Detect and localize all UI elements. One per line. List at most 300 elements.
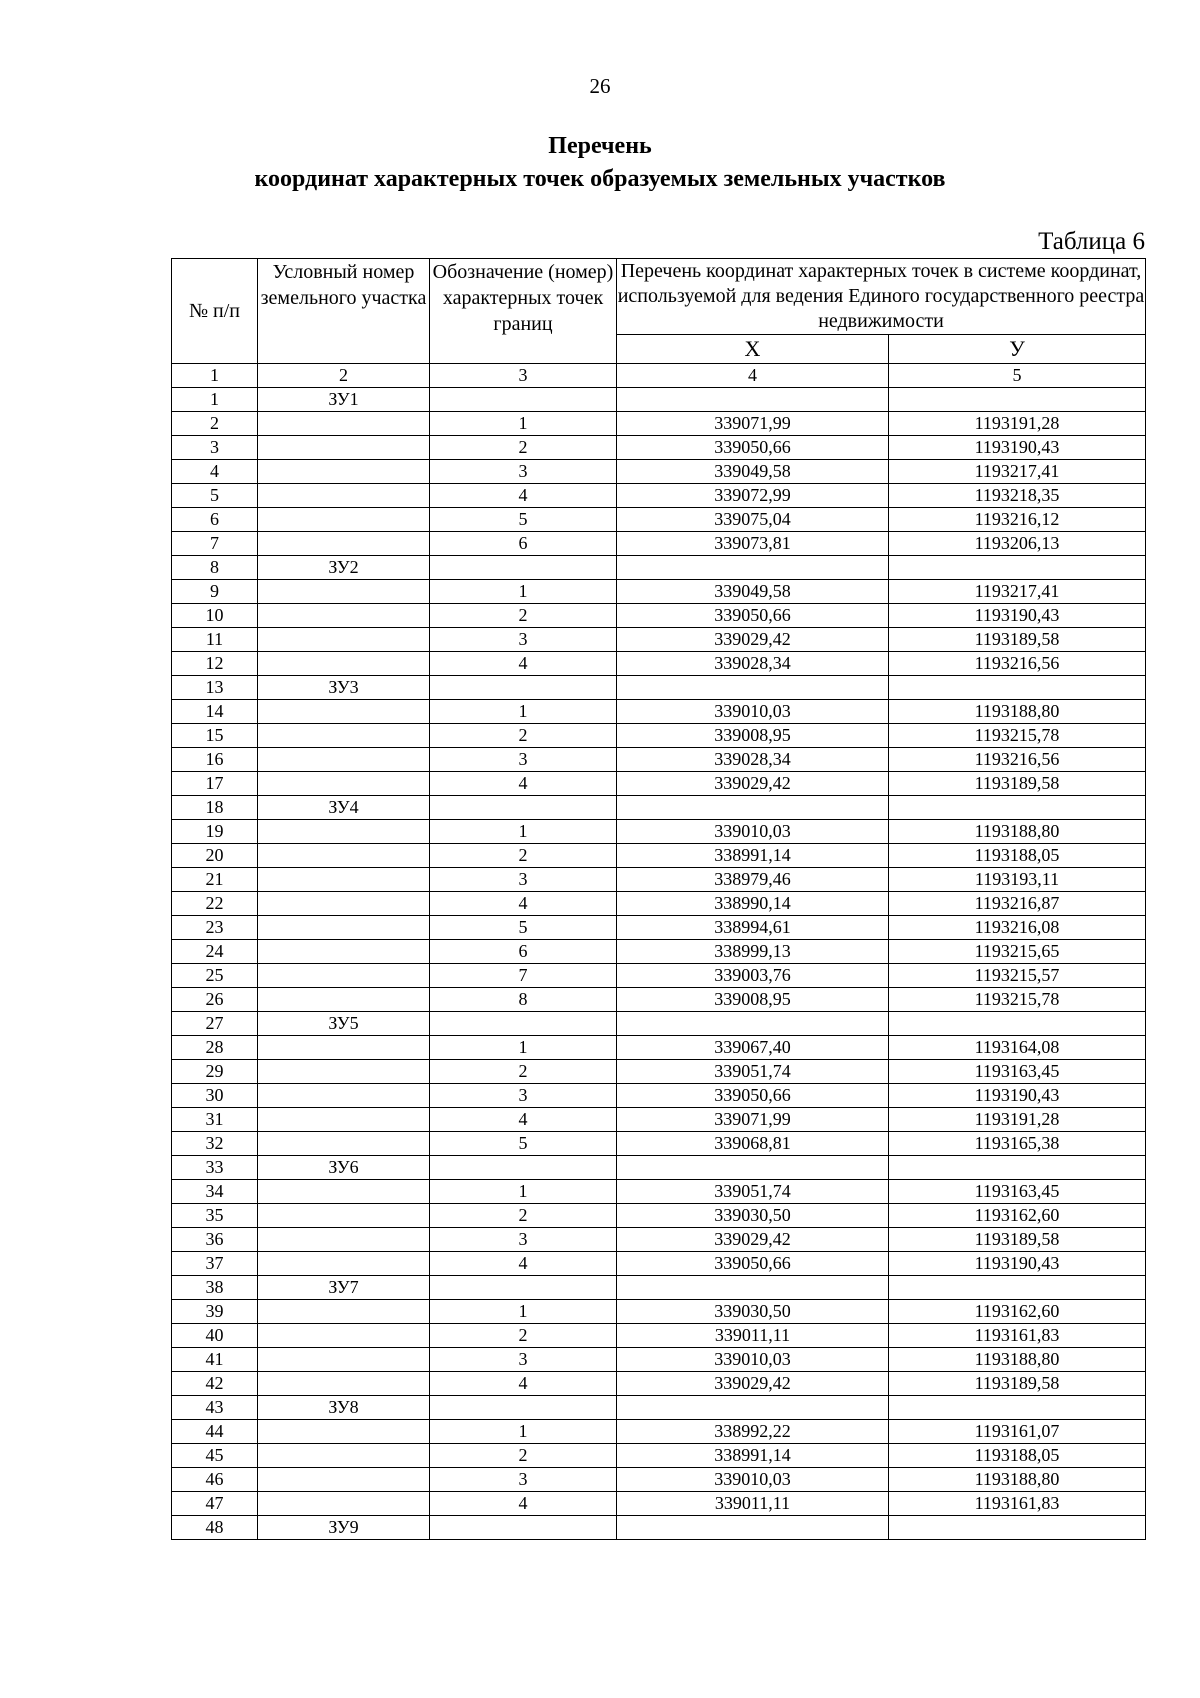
cell-plot-number: ЗУ6 <box>258 1156 430 1180</box>
cell-plot-number <box>258 1228 430 1252</box>
cell-point-designation <box>430 1396 617 1420</box>
cell-x: 338999,13 <box>617 940 889 964</box>
cell-num: 17 <box>172 772 258 796</box>
table-row <box>172 1396 1146 1420</box>
table-row <box>172 1420 1146 1444</box>
cell-plot-number <box>258 652 430 676</box>
cell-y: 1193216,87 <box>889 892 1146 916</box>
cell-x <box>617 1516 889 1540</box>
page-number: 26 <box>589 74 611 98</box>
cell-x: 339011,11 <box>617 1324 889 1348</box>
table-row <box>172 532 1146 556</box>
cell-num: 31 <box>172 1108 258 1132</box>
cell-y: 1193216,56 <box>889 652 1146 676</box>
column-number: 4 <box>617 364 889 388</box>
cell-y: 1193188,80 <box>889 1468 1146 1492</box>
cell-point-designation <box>430 388 617 412</box>
title-line-1: Перечень <box>548 133 652 159</box>
cell-x: 339071,99 <box>617 1108 889 1132</box>
cell-num: 37 <box>172 1252 258 1276</box>
cell-plot-number <box>258 868 430 892</box>
cell-point-designation: 1 <box>430 820 617 844</box>
header-point-designation: Обозначение (номер) характерных точек границ <box>430 259 617 364</box>
cell-x: 339030,50 <box>617 1300 889 1324</box>
cell-point-designation: 4 <box>430 1372 617 1396</box>
cell-num: 10 <box>172 604 258 628</box>
cell-point-designation <box>430 676 617 700</box>
cell-y: 1193189,58 <box>889 628 1146 652</box>
table-row <box>172 1516 1146 1540</box>
cell-point-designation: 3 <box>430 1084 617 1108</box>
table-row <box>172 1492 1146 1516</box>
cell-y: 1193215,57 <box>889 964 1146 988</box>
cell-plot-number <box>258 1348 430 1372</box>
header-coords-list: Перечень координат характерных точек в системе координат, используемой для ведения Единого государственного реестра недвижимости <box>617 259 1146 335</box>
cell-x: 338979,46 <box>617 868 889 892</box>
cell-plot-number <box>258 940 430 964</box>
cell-y: 1193191,28 <box>889 412 1146 436</box>
cell-x: 339011,11 <box>617 1492 889 1516</box>
cell-num: 42 <box>172 1372 258 1396</box>
cell-num: 33 <box>172 1156 258 1180</box>
header-row-1 <box>172 259 1146 335</box>
cell-y: 1193189,58 <box>889 772 1146 796</box>
table-row <box>172 940 1146 964</box>
cell-num: 38 <box>172 1276 258 1300</box>
cell-num: 25 <box>172 964 258 988</box>
cell-x: 339029,42 <box>617 1372 889 1396</box>
table-body <box>172 364 1146 1540</box>
cell-y: 1193215,78 <box>889 988 1146 1012</box>
table-row <box>172 844 1146 868</box>
cell-y: 1193193,11 <box>889 868 1146 892</box>
cell-point-designation <box>430 1012 617 1036</box>
cell-x: 338992,22 <box>617 1420 889 1444</box>
cell-num: 14 <box>172 700 258 724</box>
cell-point-designation: 1 <box>430 1036 617 1060</box>
table-row <box>172 388 1146 412</box>
cell-plot-number <box>258 964 430 988</box>
cell-x <box>617 796 889 820</box>
cell-plot-number <box>258 844 430 868</box>
table-row <box>172 964 1146 988</box>
table-row <box>172 1036 1146 1060</box>
cell-plot-number <box>258 436 430 460</box>
cell-x: 339068,81 <box>617 1132 889 1156</box>
cell-num: 1 <box>172 388 258 412</box>
table-row <box>172 820 1146 844</box>
title-line-2: координат характерных точек образуемых земельных участков <box>254 166 946 192</box>
cell-num: 45 <box>172 1444 258 1468</box>
table-row <box>172 436 1146 460</box>
cell-y: 1193162,60 <box>889 1300 1146 1324</box>
table-row <box>172 1084 1146 1108</box>
cell-num: 22 <box>172 892 258 916</box>
cell-num: 4 <box>172 460 258 484</box>
table-row <box>172 1204 1146 1228</box>
table-row <box>172 772 1146 796</box>
cell-plot-number: ЗУ4 <box>258 796 430 820</box>
cell-plot-number: ЗУ3 <box>258 676 430 700</box>
cell-plot-number <box>258 700 430 724</box>
cell-point-designation <box>430 796 617 820</box>
cell-plot-number <box>258 988 430 1012</box>
cell-point-designation: 4 <box>430 1108 617 1132</box>
cell-point-designation <box>430 556 617 580</box>
cell-plot-number <box>258 748 430 772</box>
cell-point-designation: 2 <box>430 844 617 868</box>
cell-num: 26 <box>172 988 258 1012</box>
table-row <box>172 1468 1146 1492</box>
table-row <box>172 868 1146 892</box>
cell-num: 16 <box>172 748 258 772</box>
cell-y: 1193206,13 <box>889 532 1146 556</box>
cell-point-designation: 2 <box>430 724 617 748</box>
cell-point-designation: 3 <box>430 748 617 772</box>
table-caption: Таблица 6 <box>1038 228 1145 255</box>
cell-plot-number <box>258 1420 430 1444</box>
cell-y <box>889 1516 1146 1540</box>
cell-plot-number <box>258 772 430 796</box>
cell-num: 29 <box>172 1060 258 1084</box>
cell-x: 339030,50 <box>617 1204 889 1228</box>
cell-plot-number <box>258 1372 430 1396</box>
cell-num: 8 <box>172 556 258 580</box>
cell-x: 339010,03 <box>617 700 889 724</box>
cell-plot-number <box>258 724 430 748</box>
table-row <box>172 1180 1146 1204</box>
table-row <box>172 700 1146 724</box>
cell-point-designation: 4 <box>430 484 617 508</box>
column-number-row <box>172 364 1146 388</box>
coordinates-table <box>171 258 1146 1540</box>
table-header <box>172 259 1146 364</box>
cell-y: 1193190,43 <box>889 436 1146 460</box>
cell-num: 35 <box>172 1204 258 1228</box>
cell-x: 338990,14 <box>617 892 889 916</box>
cell-plot-number <box>258 1300 430 1324</box>
cell-y: 1193161,07 <box>889 1420 1146 1444</box>
cell-point-designation: 1 <box>430 1180 617 1204</box>
cell-y: 1193190,43 <box>889 1084 1146 1108</box>
cell-plot-number <box>258 460 430 484</box>
cell-point-designation: 5 <box>430 916 617 940</box>
cell-x: 339050,66 <box>617 1252 889 1276</box>
cell-num: 24 <box>172 940 258 964</box>
cell-num: 11 <box>172 628 258 652</box>
table-row <box>172 1228 1146 1252</box>
cell-y: 1193217,41 <box>889 580 1146 604</box>
cell-y: 1193165,38 <box>889 1132 1146 1156</box>
cell-y: 1193218,35 <box>889 484 1146 508</box>
column-number: 2 <box>258 364 430 388</box>
cell-point-designation <box>430 1516 617 1540</box>
cell-point-designation: 1 <box>430 1420 617 1444</box>
cell-plot-number <box>258 532 430 556</box>
cell-y: 1193215,65 <box>889 940 1146 964</box>
cell-num: 30 <box>172 1084 258 1108</box>
cell-x: 339067,40 <box>617 1036 889 1060</box>
cell-point-designation: 8 <box>430 988 617 1012</box>
cell-x: 339050,66 <box>617 436 889 460</box>
cell-point-designation: 2 <box>430 1204 617 1228</box>
cell-num: 13 <box>172 676 258 700</box>
cell-num: 19 <box>172 820 258 844</box>
cell-y: 1193189,58 <box>889 1228 1146 1252</box>
cell-point-designation: 3 <box>430 868 617 892</box>
cell-y: 1193217,41 <box>889 460 1146 484</box>
cell-x <box>617 388 889 412</box>
cell-plot-number <box>258 508 430 532</box>
cell-y: 1193191,28 <box>889 1108 1146 1132</box>
header-y: У <box>889 335 1146 364</box>
cell-num: 34 <box>172 1180 258 1204</box>
cell-plot-number <box>258 580 430 604</box>
cell-y: 1193216,56 <box>889 748 1146 772</box>
table-row <box>172 1276 1146 1300</box>
cell-num: 46 <box>172 1468 258 1492</box>
cell-y: 1193161,83 <box>889 1324 1146 1348</box>
header-num: № п/п <box>172 259 258 364</box>
table-row <box>172 1444 1146 1468</box>
cell-plot-number <box>258 1324 430 1348</box>
cell-num: 7 <box>172 532 258 556</box>
cell-num: 44 <box>172 1420 258 1444</box>
cell-num: 28 <box>172 1036 258 1060</box>
cell-point-designation: 7 <box>430 964 617 988</box>
table-row <box>172 748 1146 772</box>
header-plot-number: Условный номер земельного участка <box>258 259 430 364</box>
cell-x <box>617 1276 889 1300</box>
cell-x: 339075,04 <box>617 508 889 532</box>
table-row <box>172 1348 1146 1372</box>
cell-y: 1193163,45 <box>889 1180 1146 1204</box>
table-row <box>172 1372 1146 1396</box>
cell-x: 339010,03 <box>617 1468 889 1492</box>
cell-point-designation <box>430 1156 617 1180</box>
cell-y: 1193188,05 <box>889 1444 1146 1468</box>
cell-point-designation: 6 <box>430 532 617 556</box>
cell-point-designation: 3 <box>430 1468 617 1492</box>
table-row <box>172 892 1146 916</box>
cell-plot-number <box>258 1444 430 1468</box>
cell-x: 338991,14 <box>617 844 889 868</box>
cell-x: 339028,34 <box>617 748 889 772</box>
cell-plot-number <box>258 1108 430 1132</box>
cell-x: 339050,66 <box>617 1084 889 1108</box>
table-row <box>172 916 1146 940</box>
table-row <box>172 1012 1146 1036</box>
cell-plot-number <box>258 820 430 844</box>
cell-point-designation: 1 <box>430 412 617 436</box>
cell-y: 1193188,80 <box>889 700 1146 724</box>
cell-point-designation <box>430 1276 617 1300</box>
cell-point-designation: 3 <box>430 1348 617 1372</box>
table-row <box>172 988 1146 1012</box>
cell-x: 339029,42 <box>617 772 889 796</box>
cell-y <box>889 1156 1146 1180</box>
cell-x: 339010,03 <box>617 1348 889 1372</box>
cell-point-designation: 4 <box>430 652 617 676</box>
table-row <box>172 1132 1146 1156</box>
cell-plot-number <box>258 1060 430 1084</box>
table-row <box>172 1324 1146 1348</box>
cell-point-designation: 4 <box>430 892 617 916</box>
cell-plot-number <box>258 628 430 652</box>
cell-point-designation: 3 <box>430 460 617 484</box>
cell-y: 1193164,08 <box>889 1036 1146 1060</box>
cell-num: 41 <box>172 1348 258 1372</box>
cell-x: 339029,42 <box>617 1228 889 1252</box>
cell-num: 36 <box>172 1228 258 1252</box>
cell-num: 39 <box>172 1300 258 1324</box>
cell-num: 6 <box>172 508 258 532</box>
cell-num: 12 <box>172 652 258 676</box>
cell-x <box>617 556 889 580</box>
cell-plot-number: ЗУ9 <box>258 1516 430 1540</box>
cell-plot-number <box>258 1036 430 1060</box>
cell-plot-number: ЗУ7 <box>258 1276 430 1300</box>
cell-plot-number <box>258 604 430 628</box>
cell-point-designation: 6 <box>430 940 617 964</box>
cell-y <box>889 1012 1146 1036</box>
table-row <box>172 676 1146 700</box>
cell-plot-number: ЗУ8 <box>258 1396 430 1420</box>
cell-y: 1193162,60 <box>889 1204 1146 1228</box>
cell-plot-number <box>258 916 430 940</box>
cell-y <box>889 556 1146 580</box>
cell-num: 18 <box>172 796 258 820</box>
cell-point-designation: 3 <box>430 1228 617 1252</box>
cell-point-designation: 2 <box>430 1444 617 1468</box>
cell-y <box>889 388 1146 412</box>
cell-point-designation: 2 <box>430 604 617 628</box>
cell-plot-number <box>258 412 430 436</box>
cell-point-designation: 4 <box>430 1492 617 1516</box>
cell-point-designation: 5 <box>430 508 617 532</box>
table-row <box>172 604 1146 628</box>
table-row <box>172 412 1146 436</box>
cell-x: 339049,58 <box>617 580 889 604</box>
table-row <box>172 508 1146 532</box>
cell-x <box>617 1156 889 1180</box>
cell-y: 1193189,58 <box>889 1372 1146 1396</box>
cell-x: 338994,61 <box>617 916 889 940</box>
cell-point-designation: 5 <box>430 1132 617 1156</box>
cell-num: 21 <box>172 868 258 892</box>
table-row <box>172 556 1146 580</box>
cell-num: 32 <box>172 1132 258 1156</box>
cell-point-designation: 1 <box>430 580 617 604</box>
cell-plot-number <box>258 892 430 916</box>
cell-y: 1193163,45 <box>889 1060 1146 1084</box>
cell-x: 339050,66 <box>617 604 889 628</box>
cell-x: 339003,76 <box>617 964 889 988</box>
cell-x <box>617 1396 889 1420</box>
table-row <box>172 1108 1146 1132</box>
cell-y: 1193188,80 <box>889 1348 1146 1372</box>
cell-num: 47 <box>172 1492 258 1516</box>
cell-x: 339051,74 <box>617 1180 889 1204</box>
cell-point-designation: 2 <box>430 1324 617 1348</box>
cell-plot-number: ЗУ5 <box>258 1012 430 1036</box>
cell-num: 40 <box>172 1324 258 1348</box>
cell-x: 339008,95 <box>617 988 889 1012</box>
cell-num: 15 <box>172 724 258 748</box>
cell-point-designation: 1 <box>430 1300 617 1324</box>
cell-y: 1193188,05 <box>889 844 1146 868</box>
cell-num: 48 <box>172 1516 258 1540</box>
cell-num: 23 <box>172 916 258 940</box>
table-row <box>172 652 1146 676</box>
cell-x: 339049,58 <box>617 460 889 484</box>
cell-y: 1193161,83 <box>889 1492 1146 1516</box>
cell-num: 5 <box>172 484 258 508</box>
column-number: 5 <box>889 364 1146 388</box>
table-row <box>172 628 1146 652</box>
cell-x: 339008,95 <box>617 724 889 748</box>
table-row <box>172 580 1146 604</box>
cell-y: 1193216,12 <box>889 508 1146 532</box>
cell-point-designation: 2 <box>430 436 617 460</box>
cell-x: 339028,34 <box>617 652 889 676</box>
cell-plot-number: ЗУ1 <box>258 388 430 412</box>
cell-plot-number <box>258 1084 430 1108</box>
cell-plot-number <box>258 1492 430 1516</box>
cell-x: 339073,81 <box>617 532 889 556</box>
cell-point-designation: 4 <box>430 772 617 796</box>
cell-x: 339029,42 <box>617 628 889 652</box>
cell-y: 1193216,08 <box>889 916 1146 940</box>
cell-plot-number <box>258 1180 430 1204</box>
cell-num: 27 <box>172 1012 258 1036</box>
cell-y: 1193188,80 <box>889 820 1146 844</box>
cell-num: 43 <box>172 1396 258 1420</box>
cell-num: 2 <box>172 412 258 436</box>
cell-x: 339071,99 <box>617 412 889 436</box>
table-row <box>172 484 1146 508</box>
cell-x: 339072,99 <box>617 484 889 508</box>
cell-y <box>889 1396 1146 1420</box>
table-row <box>172 724 1146 748</box>
cell-num: 3 <box>172 436 258 460</box>
table-row <box>172 1300 1146 1324</box>
table-row <box>172 1252 1146 1276</box>
table-row <box>172 796 1146 820</box>
column-number: 1 <box>172 364 258 388</box>
cell-plot-number <box>258 1468 430 1492</box>
cell-y <box>889 1276 1146 1300</box>
cell-point-designation: 2 <box>430 1060 617 1084</box>
cell-y <box>889 676 1146 700</box>
cell-plot-number <box>258 1252 430 1276</box>
cell-num: 20 <box>172 844 258 868</box>
cell-x <box>617 676 889 700</box>
cell-x <box>617 1012 889 1036</box>
document-title <box>0 130 1200 196</box>
header-x: X <box>617 335 889 364</box>
cell-point-designation: 4 <box>430 1252 617 1276</box>
cell-point-designation: 3 <box>430 628 617 652</box>
cell-x: 338991,14 <box>617 1444 889 1468</box>
cell-num: 9 <box>172 580 258 604</box>
cell-point-designation: 1 <box>430 700 617 724</box>
table-row <box>172 1060 1146 1084</box>
cell-y: 1193190,43 <box>889 604 1146 628</box>
cell-plot-number <box>258 1204 430 1228</box>
cell-plot-number: ЗУ2 <box>258 556 430 580</box>
table-row <box>172 460 1146 484</box>
